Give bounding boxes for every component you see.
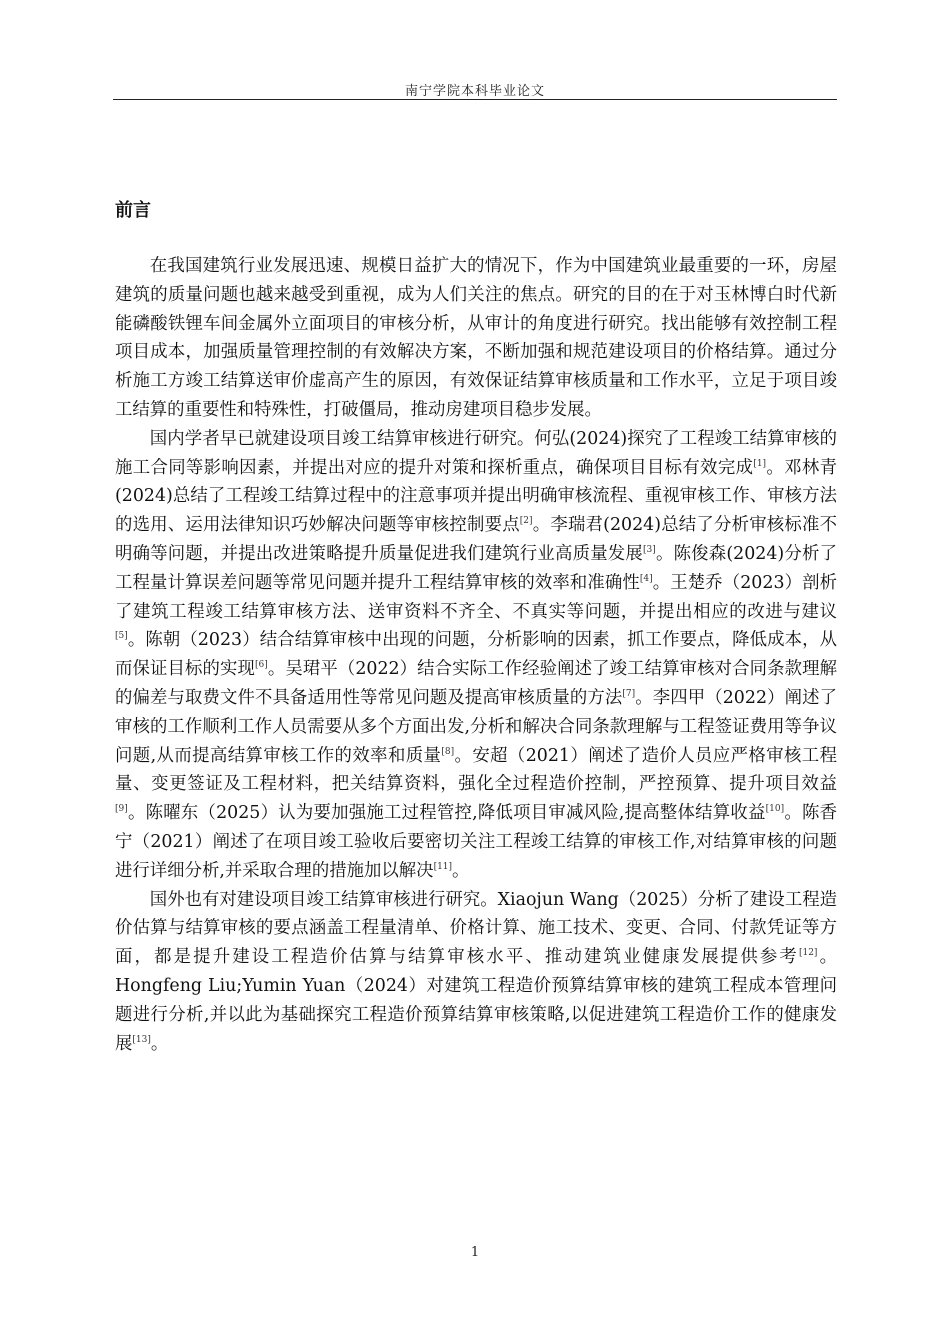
paragraph-text: 。邓林青(2024)总结了工程竣工结算过程中的注意事项并提出明确审核流程、重视审核工作、审核方法的选用、运用法律知识巧妙解决问题等审核控制要点 [115,457,837,536]
paragraph-text: 。李四甲（2022）阐述了审核的工作顺利工作人员需要从多个方面出发,分析和解决合同条款理解与工程签证费用等争议问题,从而提高结算审核工作的效率和质量 [115,687,837,766]
paragraph-text: 。Hongfeng Liu;Yumin Yuan（2024）对建筑工程造价预算结算审核的建筑工程成本管理问题进行分析,并以此为基础探究工程造价预算结算审核策略,以促进建筑工程造价工作的健康发展 [115,947,837,1054]
paragraph-text: 国内学者早已就建设项目竣工结算审核进行研究。何弘(2024)探究了工程竣工结算审核的施工合同等影响因素，并提出对应的提升对策和探析重点，确保项目目标有效完成 [115,428,837,478]
body-text [115,252,837,1058]
citation-marker: [3] [643,544,656,555]
paragraph-text: 。 [150,1033,169,1054]
citation-marker: [2] [519,516,533,527]
paragraph-text: 。陈俊森(2024)分析了工程量计算误差问题等常见问题并提升工程结算审核的效率和准确性 [115,543,838,593]
paragraph-text: 在我国建筑行业发展迅速、规模日益扩大的情况下，作为中国建筑业最重要的一环，房屋建筑的质量问题也越来越受到重视，成为人们关注的焦点。研究的目的在于对玉林博白时代新能磷酸铁锂车间金属外立面项目的审核分析，从审计的角度进行研究。找出能够有效控制工程项目成本，加强质量管理控制的有效解决方案，不断加强和规范建设项目的价格结算。通过分析施工方竣工结算送审价虚高产生的原因，有效保证结算审核质量和工作水平，立足于项目竣工结算的重要性和特殊性，打破僵局，推动房建项目稳步发展。 [115,256,837,420]
paragraph-text: 。吴珺平（2022）结合实际工作经验阐述了竣工结算审核对合同条款理解的偏差与取费文件不具备适用性等常见问题及提高审核质量的方法 [115,659,837,708]
header-divider [113,99,837,100]
page-number: 1 [470,1245,480,1260]
body-paragraph [115,252,837,425]
citation-marker: [4] [639,573,653,584]
paragraph-text: 国外也有对建设项目竣工结算审核进行研究。Xiaojun Wang（2025）分析了建设工程造价估算与结算审核的要点涵盖工程量清单、价格计算、施工技术、变更、合同、付款凭证等方面，都是提升建设工程造价估算与结算审核水平、推动建筑业健康发展提供参考 [115,889,837,968]
citation-marker: [5] [115,631,128,642]
paragraph-text: 。陈曜东（2025）认为要加强施工过程管控,降低项目审减风险,提高整体结算收益 [127,803,766,824]
paragraph-text: 。安超（2021）阐述了造价人员应严格审核工程量、变更签证及工程材料，把关结算资料，强化全过程造价控制，严控预算、提升项目效益 [115,745,837,795]
paragraph-text: 。陈香宁（2021）阐述了在项目竣工验收后要密切关注工程竣工结算的审核工作,对结算审核的问题进行详细分析,并采取合理的措施加以解决 [115,803,837,881]
paragraph-text: 。王楚乔（2023）剖析了建筑工程竣工结算审核方法、送审资料不齐全、不真实等问题，并提出相应的改进与建议 [115,572,837,622]
citation-marker: [1] [753,458,767,469]
citation-marker: [11] [433,861,453,872]
citation-marker: [6] [254,660,268,671]
paragraph-text: 。李瑞君(2024)总结了分析审核标准不明确等问题，并提出改进策略提升质量促进我们建筑行业高质量发展 [115,515,837,564]
citation-marker: [7] [622,688,636,699]
citation-marker: [12] [798,948,818,959]
citation-marker: [9] [115,804,128,815]
body-paragraph [115,886,837,1059]
section-heading: 前言 [115,200,151,221]
citation-marker: [8] [441,746,455,757]
paragraph-text: 。陈朝（2023）结合结算审核中出现的问题，分析影响的因素，抓工作要点，降低成本，从而保证目标的实现 [115,630,837,680]
citation-marker: [13] [132,1034,151,1045]
paragraph-text: 。 [452,860,470,881]
citation-marker: [10] [765,804,785,815]
running-header: 南宁学院本科毕业论文 [404,84,545,99]
body-paragraph [115,425,837,886]
